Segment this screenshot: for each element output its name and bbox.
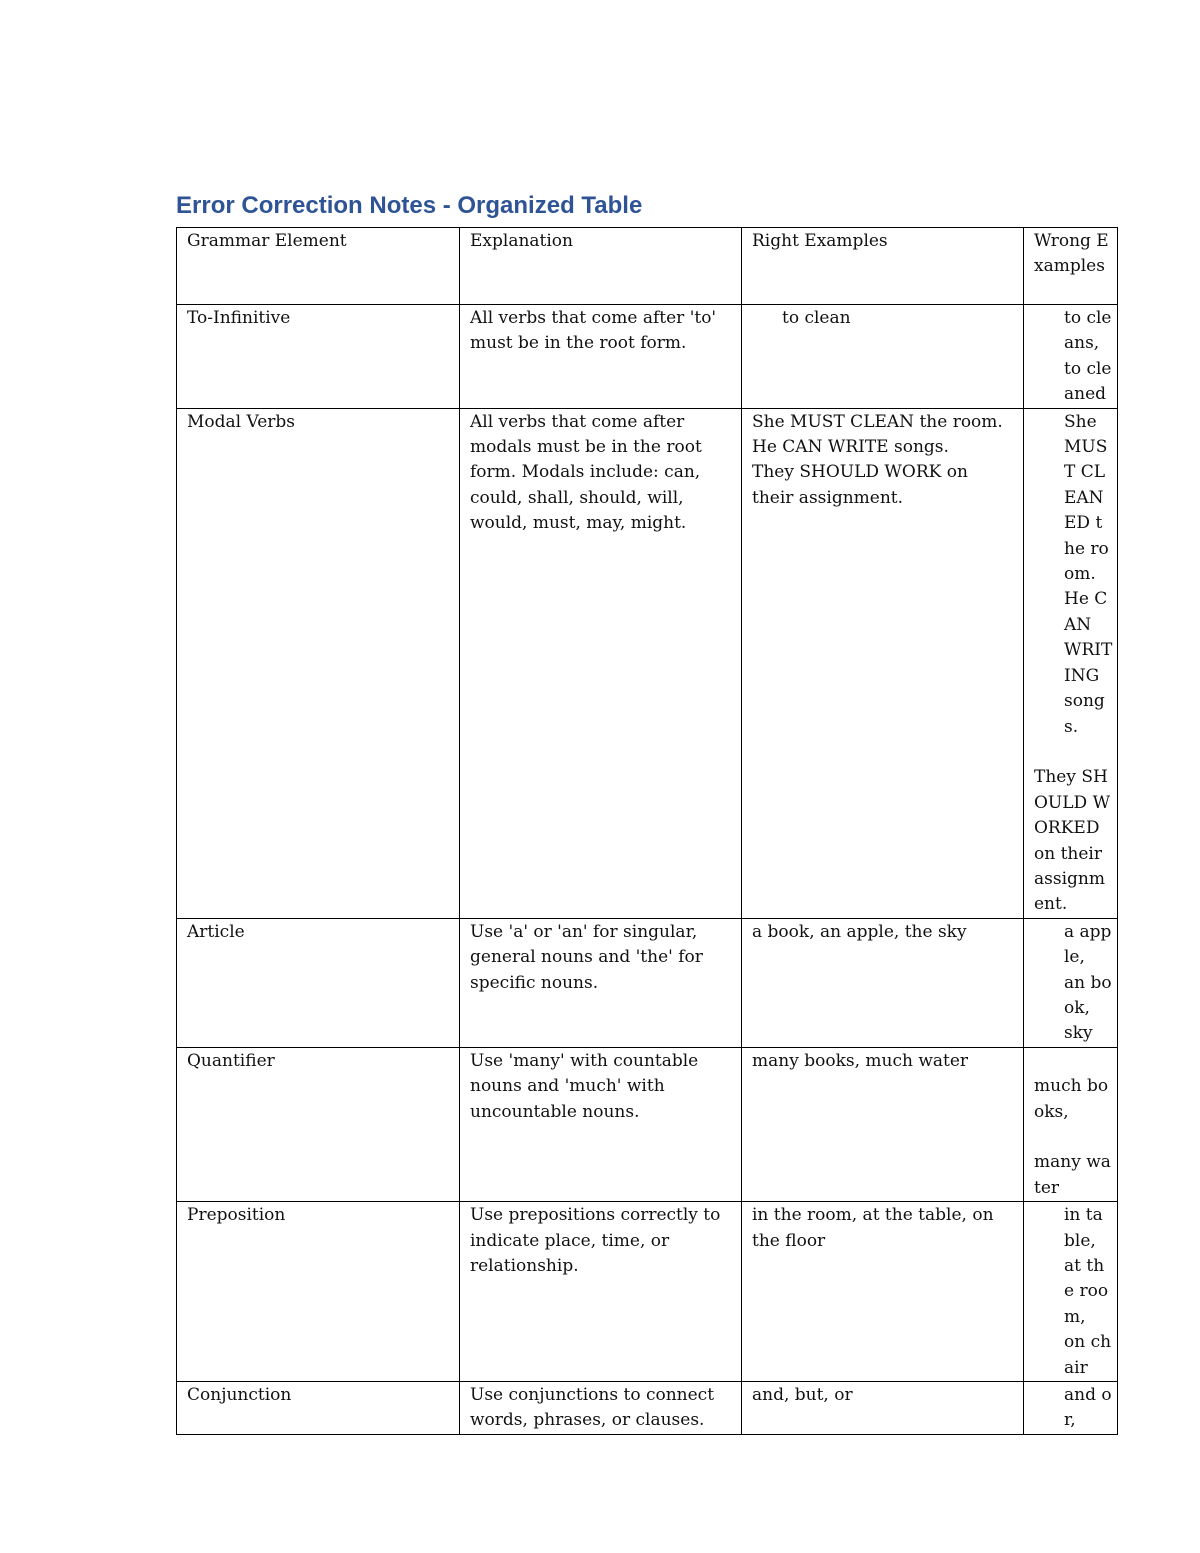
right-example: to clean [782, 308, 851, 328]
table-row [177, 918, 1118, 1047]
spacer [1034, 1125, 1113, 1150]
explanation-cell: Use prepositions correctly to indicate place, time, or relationship. [460, 1202, 742, 1382]
table-row [177, 1382, 1118, 1435]
wrong-example: He CAN WRITING songs. [1064, 589, 1113, 737]
explanation-cell: All verbs that come after modals must be in the root form. Modals include: can, could, shall, should, will, would, must, may, might. [460, 408, 742, 918]
wrong-example: in table, [1064, 1205, 1103, 1251]
explanation-cell: Use 'many' with countable nouns and 'much' with uncountable nouns. [460, 1047, 742, 1201]
header-grammar-element: Grammar Element [177, 228, 460, 305]
grammar-element-cell: Article [177, 918, 460, 1047]
grammar-element-cell: To-Infinitive [177, 305, 460, 409]
explanation-cell: All verbs that come after 'to' must be in the root form. [460, 305, 742, 409]
spacer [1034, 740, 1113, 765]
table-row [177, 1202, 1118, 1382]
right-examples-cell [742, 305, 1024, 409]
grammar-element-cell: Quantifier [177, 1047, 460, 1201]
wrong-example: She MUST CLEANED the room. [1064, 411, 1109, 585]
table-row [177, 1047, 1118, 1201]
wrong-example: an book, [1064, 972, 1112, 1018]
grammar-element-cell: Preposition [177, 1202, 460, 1382]
right-examples-cell: many books, much water [742, 1047, 1024, 1201]
explanation-cell: Use conjunctions to connect words, phrases, or clauses. [460, 1382, 742, 1435]
explanation-cell: Use 'a' or 'an' for singular, general nouns and 'the' for specific nouns. [460, 918, 742, 1047]
grammar-element-cell: Conjunction [177, 1382, 460, 1435]
grammar-notes-table [176, 227, 1118, 1435]
grammar-element-cell: Modal Verbs [177, 408, 460, 918]
wrong-example: to cleans, [1064, 308, 1112, 354]
right-example: He CAN WRITE songs. [752, 437, 949, 458]
right-examples-cell: in the room, at the table, on the floor [742, 1202, 1024, 1382]
wrong-examples-cell [1024, 918, 1118, 1047]
wrong-examples-cell [1024, 1047, 1118, 1201]
header-explanation: Explanation [460, 228, 742, 305]
wrong-example: a apple, [1064, 921, 1112, 968]
wrong-examples-cell [1024, 1202, 1118, 1382]
table-row [177, 408, 1118, 918]
right-example: They SHOULD WORK on their assignment. [752, 462, 968, 508]
wrong-example: on chair [1064, 1332, 1112, 1378]
wrong-example: much books, [1034, 1076, 1109, 1122]
wrong-examples-cell [1024, 1382, 1118, 1435]
wrong-example: and or, [1064, 1385, 1112, 1431]
wrong-examples-cell [1024, 305, 1118, 409]
right-examples-cell: and, but, or [742, 1382, 1024, 1435]
header-right-examples: Right Examples [742, 228, 1024, 305]
spacer [1034, 1049, 1113, 1074]
right-example: She MUST CLEAN the room. [752, 411, 1003, 432]
wrong-example: to cleaned [1064, 358, 1112, 405]
header-wrong-examples: Wrong Examples [1024, 228, 1118, 305]
wrong-example: at the room, [1064, 1255, 1109, 1327]
wrong-examples-cell [1024, 408, 1118, 918]
table-row [177, 305, 1118, 409]
wrong-example: They SHOULD WORKED on their assignment. [1034, 767, 1111, 915]
wrong-example: sky [1064, 1023, 1093, 1044]
right-examples-cell: a book, an apple, the sky [742, 918, 1024, 1047]
table-header-row [177, 228, 1118, 305]
right-examples-cell [742, 408, 1024, 918]
wrong-example: many water [1034, 1152, 1111, 1198]
page-title: Error Correction Notes - Organized Table [176, 192, 643, 219]
